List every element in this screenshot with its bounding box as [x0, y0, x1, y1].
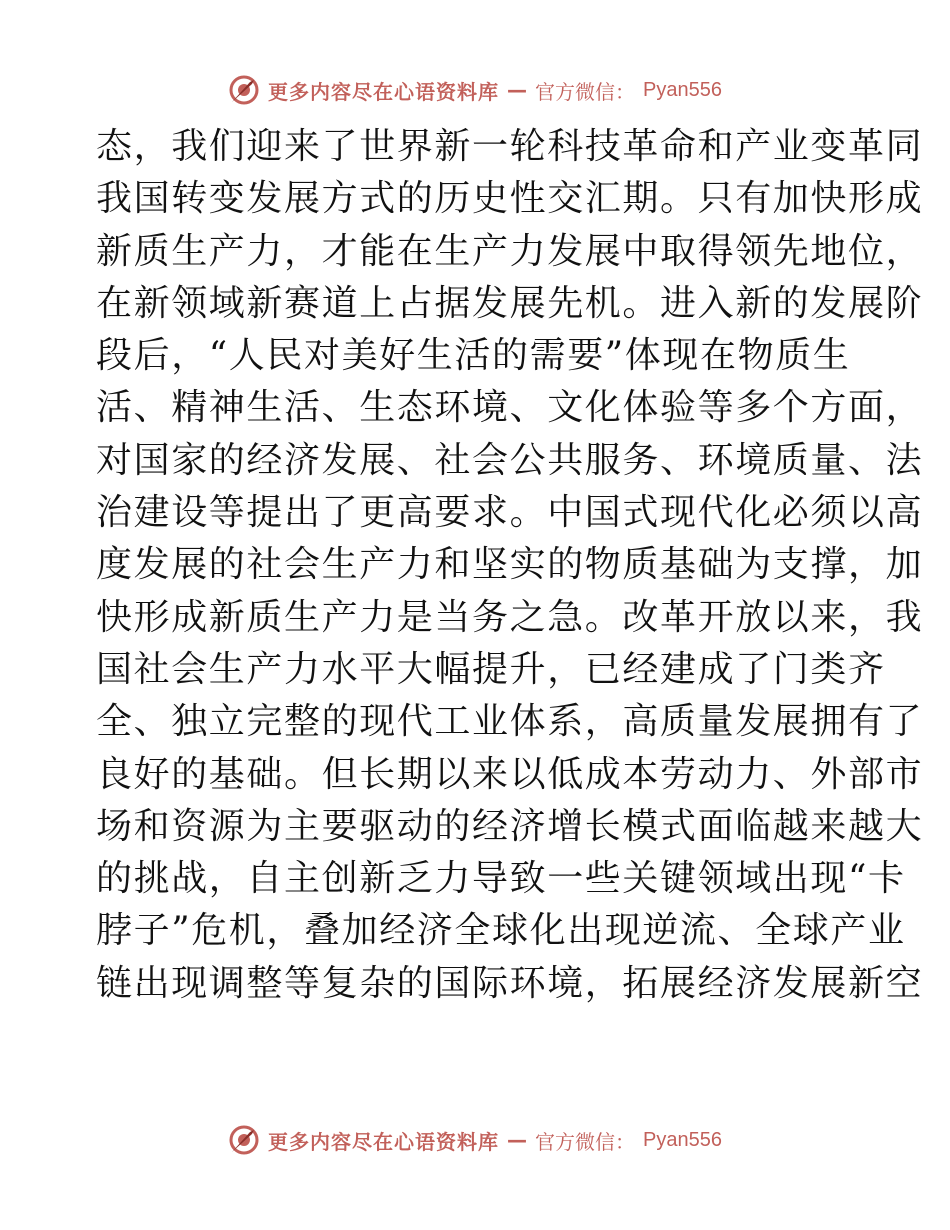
- body-line: 良好的基础。但长期以来以低成本劳动力、外部市: [96, 753, 924, 795]
- body-line: 国社会生产力水平大幅提升，已经建成了门类齐: [96, 648, 886, 690]
- body-line: 态，我们迎来了世界新一轮科技革命和产业变革同: [96, 126, 924, 167]
- watermark-id: Pyan556: [643, 1128, 722, 1151]
- body-line: 活、精神生活、生态环境、文化体验等多个方面，: [96, 387, 924, 429]
- body-line: 链出现调整等复杂的国际环境，拓展经济发展新空: [96, 962, 924, 1004]
- watermark-separator: —: [507, 78, 528, 102]
- body-line: 场和资源为主要驱动的经济增长模式面临越来越大: [96, 805, 924, 847]
- body-line: 的挑战，自主创新乏力导致一些关键领域出现“卡: [96, 858, 906, 900]
- body-line: 脖子”危机，叠加经济全球化出现逆流、全球产业: [96, 910, 906, 952]
- watermark-label: 官方微信：: [535, 79, 636, 104]
- quill-seal-icon: [228, 1124, 260, 1156]
- body-line: 快形成新质生产力是当务之急。改革开放以来，我: [96, 596, 924, 638]
- body-line: 治建设等提出了更高要求。中国式现代化必须以高: [96, 492, 924, 534]
- quill-seal-icon: [228, 74, 260, 106]
- watermark-separator: —: [507, 1128, 528, 1152]
- footer-watermark: [0, 1120, 950, 1160]
- body-line: 对国家的经济发展、社会公共服务、环境质量、法: [96, 439, 924, 481]
- watermark-label: 官方微信：: [535, 1129, 636, 1154]
- watermark-id: Pyan556: [643, 78, 722, 101]
- body-line: 我国转变发展方式的历史性交汇期。只有加快形成: [96, 178, 924, 220]
- document-body: [96, 121, 924, 1010]
- header-watermark: [0, 70, 950, 110]
- watermark-brand: 更多内容尽在心语资料库: [268, 1129, 500, 1154]
- body-line: 度发展的社会生产力和坚实的物质基础为支撑，加: [96, 544, 924, 586]
- body-line: 全、独立完整的现代工业体系，高质量发展拥有了: [96, 701, 924, 743]
- body-line: 段后，“人民对美好生活的需要”体现在物质生: [96, 335, 851, 377]
- watermark-brand: 更多内容尽在心语资料库: [268, 79, 500, 104]
- body-line: 新质生产力，才能在生产力发展中取得领先地位，: [96, 230, 924, 272]
- body-line: 在新领域新赛道上占据发展先机。进入新的发展阶: [96, 282, 924, 324]
